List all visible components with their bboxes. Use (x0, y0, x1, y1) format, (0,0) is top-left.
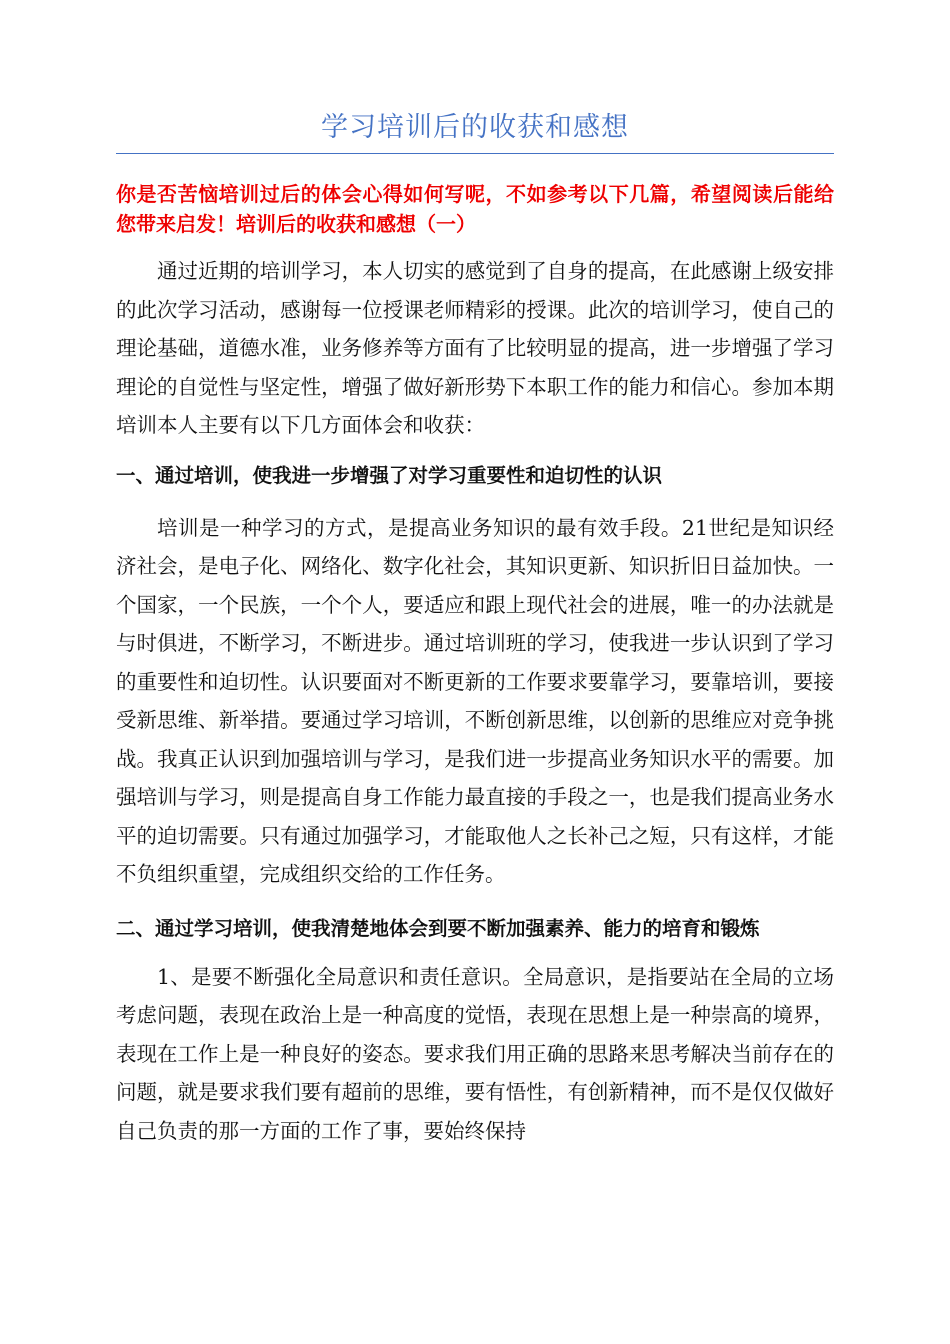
document-title: 学习培训后的收获和感想 (321, 112, 629, 143)
paragraph-2: 培训是一种学习的方式，是提高业务知识的最有效手段。21世纪是知识经济社会，是电子化、网络化、数字化社会，其知识更新、知识折旧日益加快。一个国家，一个民族，一个个人，要适应和跟上现代社会的进展，唯一的办法就是与时俱进，不断学习，不断进步。通过培训班的学习，使我进一步认识到了学习的重要性和迫切性。认识要面对不断更新的工作要求要靠学习，要靠培训，要接受新思维、新举措。要通过学习培训，不断创新思维，以创新的思维应对竞争挑战。我真正认识到加强培训与学习，是我们进一步提高业务知识水平的需要。加强培训与学习，则是提高自身工作能力最直接的手段之一，也是我们提高业务水平的迫切需要。只有通过加强学习，才能取他人之长补己之短，只有这样，才能不负组织重望，完成组织交给的工作任务。 (116, 515, 834, 886)
intro-highlight: 你是否苦恼培训过后的体会心得如何写呢，不如参考以下几篇，希望阅读后能给您带来启发！培训后的收获和感想（一） (116, 182, 834, 236)
title-underline (116, 153, 834, 154)
paragraph-3: 1、是要不断强化全局意识和责任意识。全局意识，是指要站在全局的立场考虑问题，表现在政治上是一种高度的觉悟，表现在思想上是一种崇高的境界，表现在工作上是一种良好的姿态。要求我们用正确的思路来思考解决当前存在的问题，就是要求我们要有超前的思维，要有悟性，有创新精神，而不是仅仅做好自己负责的那一方面的工作了事，要始终保持 (116, 964, 834, 1143)
document-body (116, 108, 834, 1150)
section-heading-1: 一、通过培训，使我进一步增强了对学习重要性和迫切性的认识 (116, 463, 663, 487)
paragraph-1: 通过近期的培训学习，本人切实的感觉到了自身的提高，在此感谢上级安排的此次学习活动，感谢每一位授课老师精彩的授课。此次的培训学习，使自己的理论基础，道德水准，业务修养等方面有了比较明显的提高，进一步增强了学习理论的自觉性与坚定性，增强了做好新形势下本职工作的能力和信心。参加本期培训本人主要有以下几方面体会和收获： (116, 259, 834, 437)
section-heading-2: 二、通过学习培训，使我清楚地体会到要不断加强素养、能力的培育和锻炼 (116, 916, 760, 940)
